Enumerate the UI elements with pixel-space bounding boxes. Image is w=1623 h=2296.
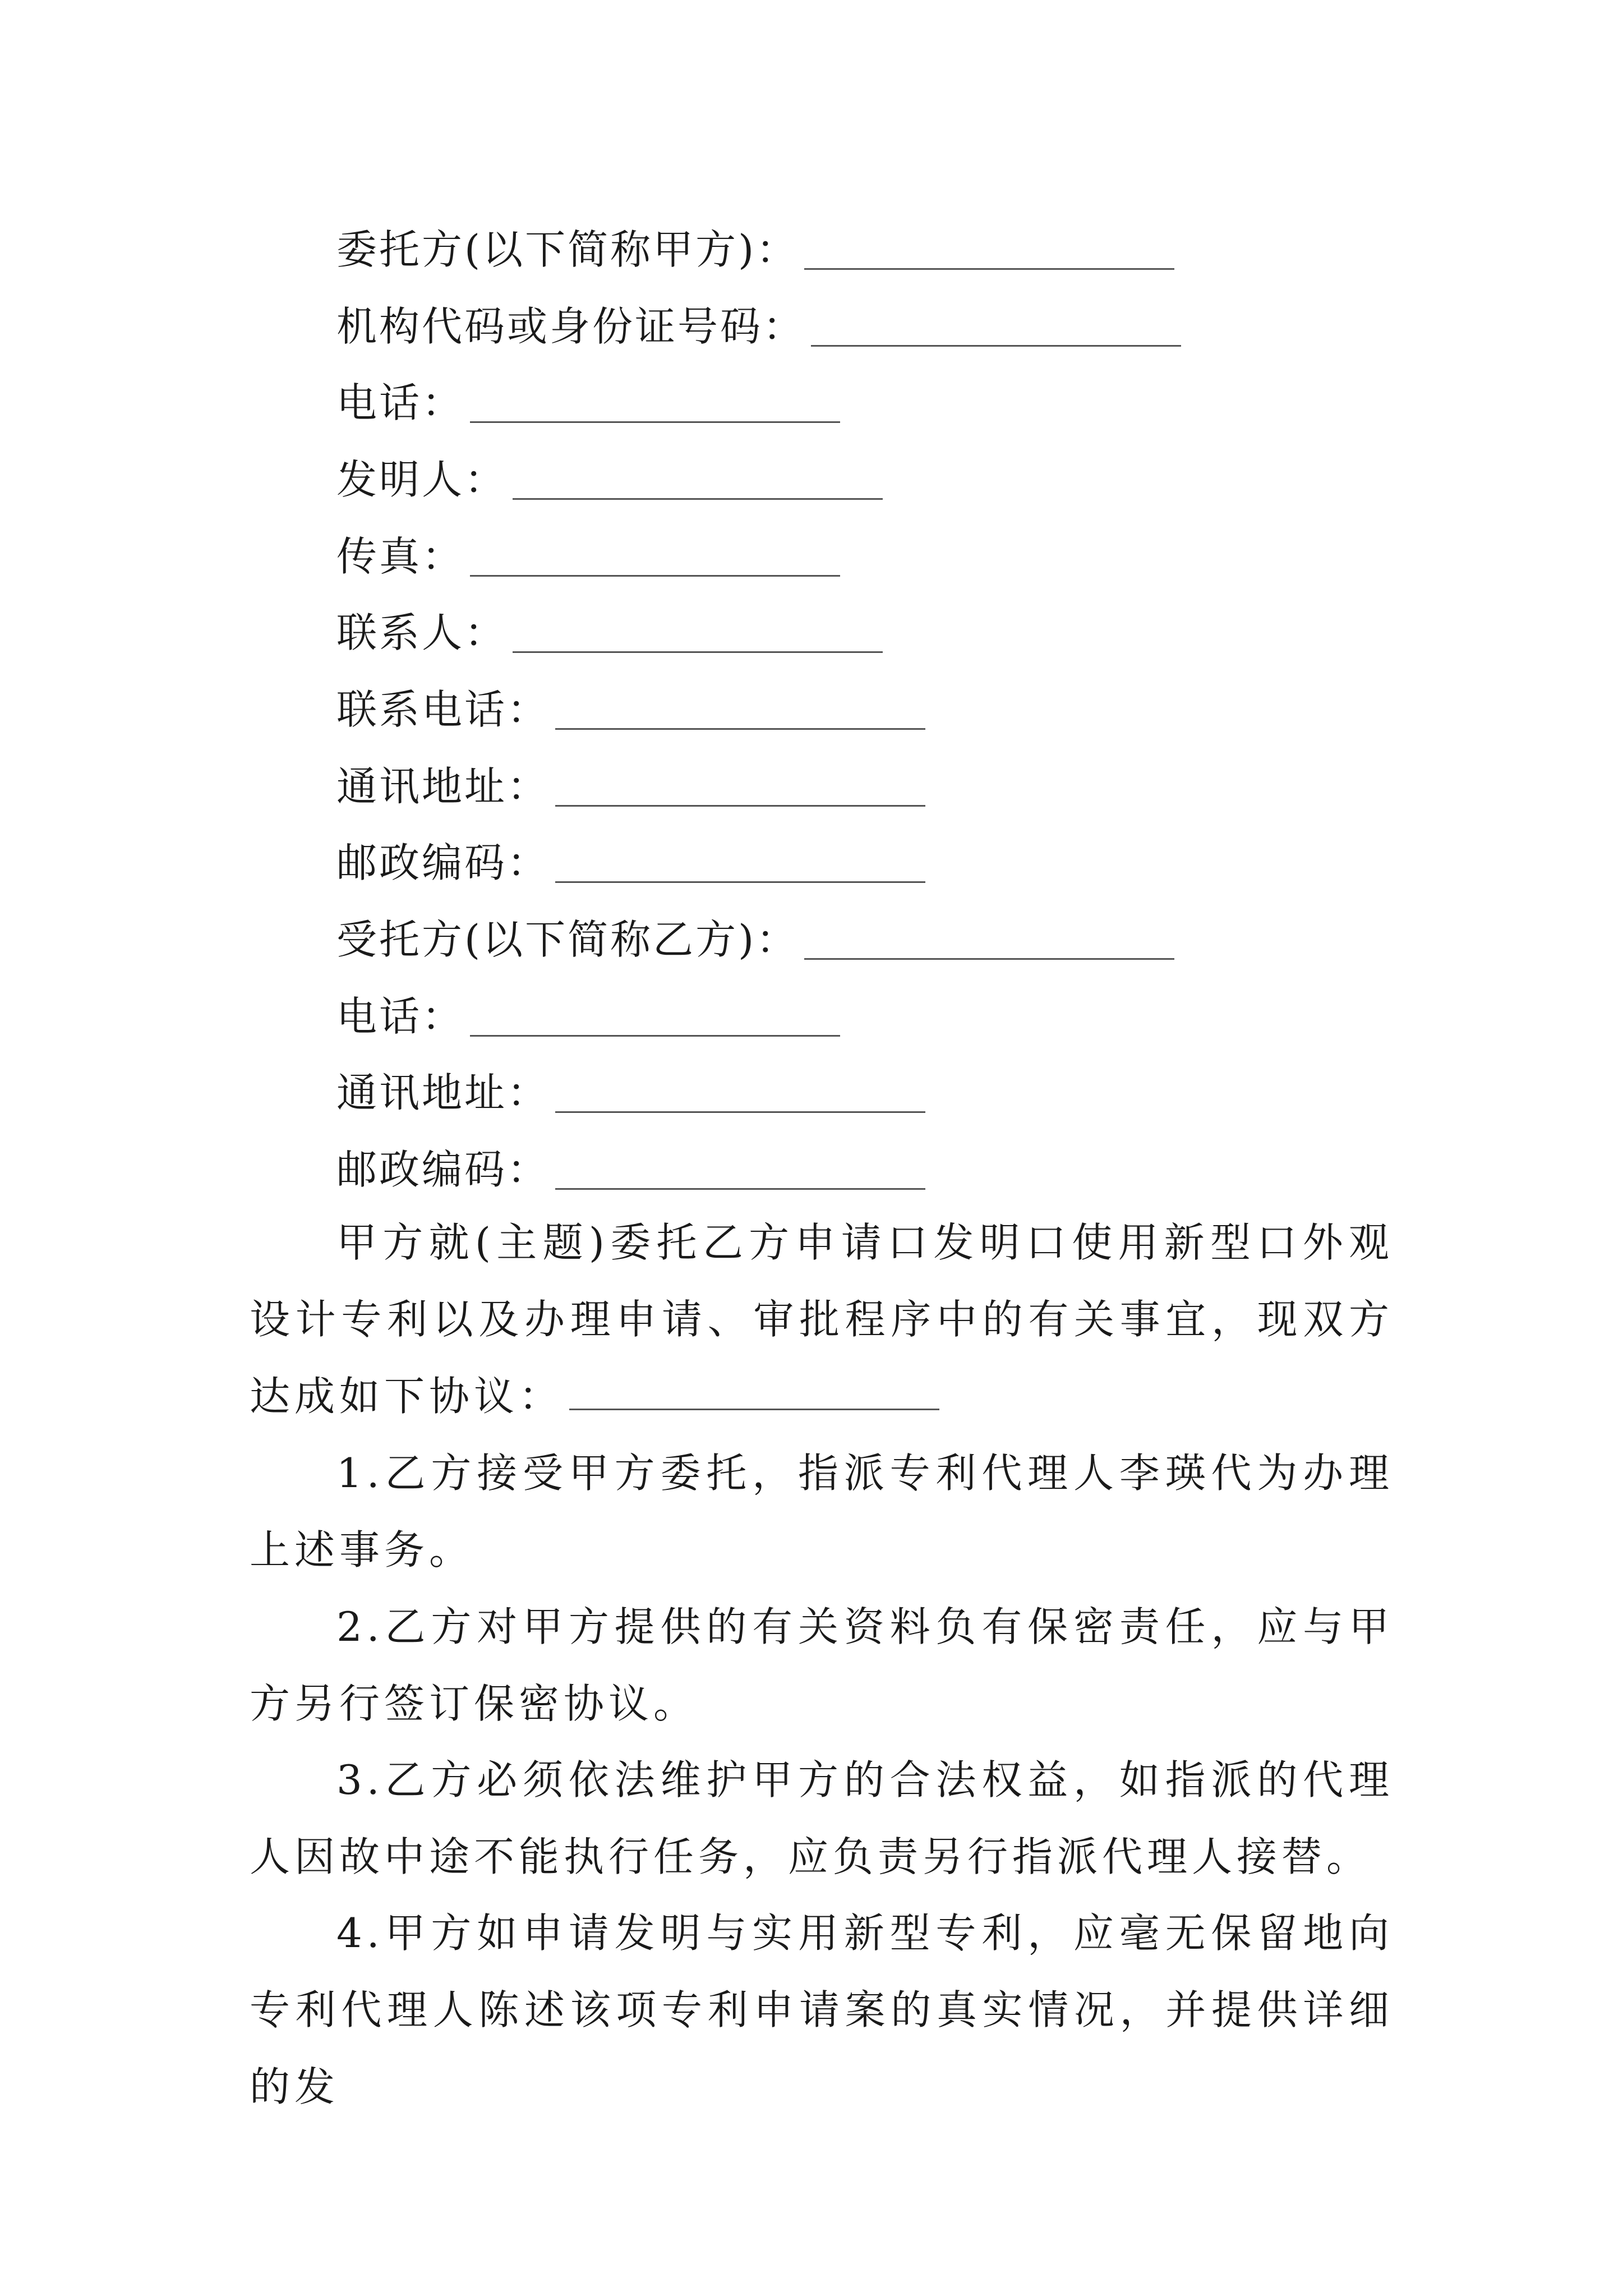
principal-field [336, 222, 1174, 278]
postcode-blank[interactable] [555, 846, 925, 883]
clause-3 [250, 1742, 1394, 1895]
agreement-blank[interactable] [569, 1374, 939, 1410]
postcode-field [336, 835, 925, 891]
clause-text: 4.甲方如申请发明与实用新型专利，应毫无保留地向专利代理人陈述该项专利申请案的真实情况，并提供详细的发 [250, 1910, 1394, 2110]
agent-phone-blank[interactable] [470, 1000, 840, 1037]
contact-phone-blank[interactable] [555, 693, 925, 730]
clause-1 [250, 1435, 1394, 1589]
clause-text: 2.乙方对甲方提供的有关资料负有保密责任，应与甲方另行签订保密协议。 [250, 1603, 1394, 1727]
field-label: 电话： [336, 993, 465, 1040]
intro-paragraph [250, 1204, 1394, 1435]
clause-text: 3.乙方必须依法维护甲方的合法权益，如指派的代理人因故中途不能执行任务，应负责另行指派代理人接替。 [250, 1756, 1394, 1880]
address-blank[interactable] [555, 770, 925, 807]
id-number-field [336, 298, 1181, 355]
agent-field [336, 912, 1174, 968]
field-label: 邮政编码： [336, 839, 550, 886]
field-label: 通讯地址： [336, 763, 550, 810]
field-label: 联系人： [336, 609, 508, 656]
field-label: 传真： [336, 533, 465, 580]
address-field [336, 758, 925, 815]
field-label: 电话： [336, 379, 465, 426]
field-label: 邮政编码： [336, 1146, 550, 1193]
field-label: 受托方(以下简称乙方)： [336, 916, 799, 963]
field-label: 联系电话： [336, 686, 550, 733]
clause-text: 1.乙方接受甲方委托，指派专利代理人李瑛代为办理上述事务。 [250, 1450, 1394, 1573]
id-number-blank[interactable] [811, 310, 1181, 347]
phone-field [336, 375, 840, 431]
fax-field [336, 528, 840, 585]
intro-text: 甲方就(主题)委托乙方申请口发明口使用新型口外观设计专利以及办理申请、审批程序中的有关事宜，现双方达成如下协议： [250, 1219, 1394, 1420]
inventor-field [336, 452, 883, 508]
clause-2 [250, 1589, 1394, 1742]
clause-4 [250, 1895, 1394, 2125]
field-label: 委托方(以下简称甲方)： [336, 226, 799, 273]
phone-blank[interactable] [470, 386, 840, 423]
agent-phone-field [336, 988, 840, 1045]
contact-person-field [336, 605, 883, 661]
agent-address-blank[interactable] [555, 1076, 925, 1113]
field-label: 发明人： [336, 456, 508, 503]
fax-blank[interactable] [470, 540, 840, 577]
contact-person-blank[interactable] [513, 616, 883, 653]
contact-phone-field [336, 682, 925, 738]
agent-address-field [336, 1065, 925, 1121]
principal-blank[interactable] [804, 233, 1174, 270]
agent-postcode-blank[interactable] [555, 1153, 925, 1190]
inventor-blank[interactable] [513, 463, 883, 500]
field-label: 通讯地址： [336, 1069, 550, 1116]
agent-postcode-field [336, 1142, 925, 1198]
agent-blank[interactable] [804, 923, 1174, 960]
field-label: 机构代码或身份证号码： [336, 303, 806, 350]
